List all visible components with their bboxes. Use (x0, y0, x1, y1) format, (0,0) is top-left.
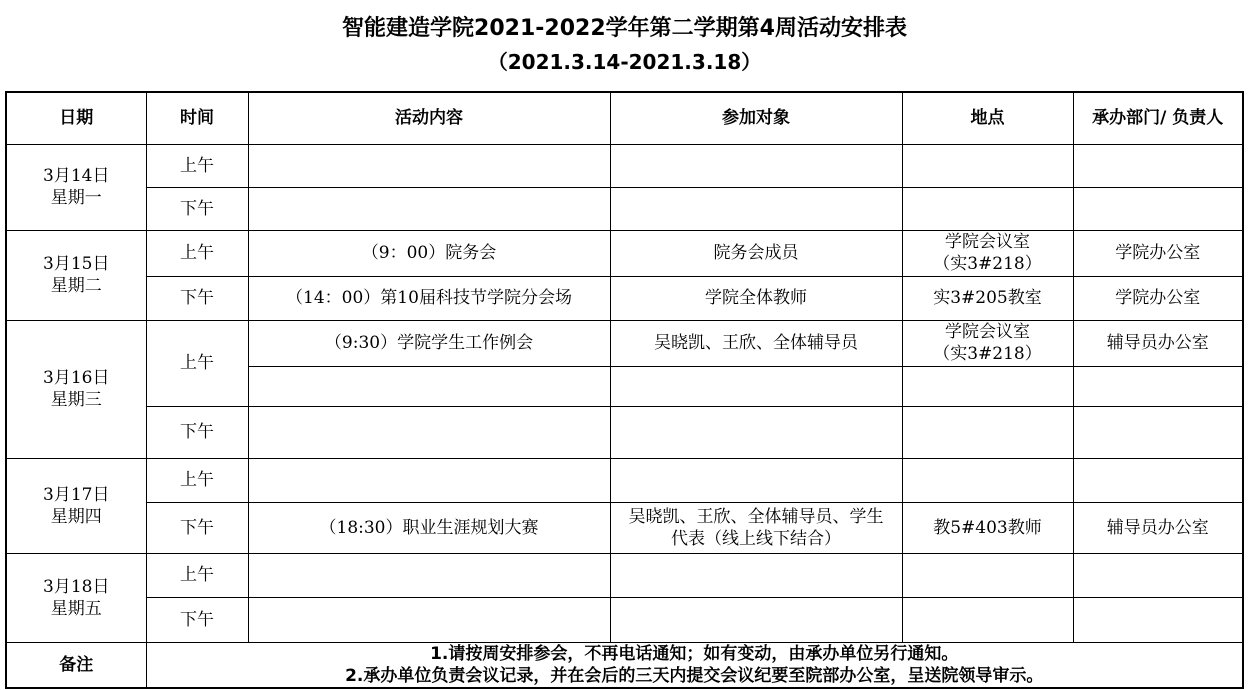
weekday-text: 星期一 (50, 188, 102, 208)
table-row (6, 406, 1243, 458)
table-row (6, 597, 1243, 642)
time-cell: 上午 (146, 230, 248, 276)
date-text: 3月17日 (43, 484, 110, 505)
dept-cell (1073, 458, 1243, 502)
location-cell (902, 458, 1073, 502)
notes-text (146, 642, 1243, 688)
location-line: （实3#218） (933, 344, 1042, 364)
date-text: 3月16日 (43, 368, 110, 388)
page-title: 智能建造学院2021-2022学年第二学期第4周活动安排表 (342, 16, 907, 41)
content-cell (248, 144, 610, 187)
table-row (6, 144, 1243, 187)
table-row (6, 187, 1243, 230)
date-cell (6, 320, 146, 458)
location-line: 学院会议室 (945, 322, 1030, 342)
location-cell (902, 597, 1073, 642)
content-cell (248, 458, 610, 502)
time-cell: 下午 (146, 502, 248, 553)
participants-line: 吴晓凯、王欣、全体辅导员、学生 (628, 506, 884, 527)
content-cell (248, 366, 610, 406)
header-date: 日期 (6, 92, 146, 144)
participants-cell (610, 458, 902, 502)
participants-cell (610, 366, 902, 406)
content-cell (248, 597, 610, 642)
content-cell: （18:30）职业生涯规划大赛 (248, 502, 610, 553)
time-cell: 下午 (146, 597, 248, 642)
header-time: 时间 (146, 92, 248, 144)
time-cell: 上午 (146, 144, 248, 187)
time-cell: 下午 (146, 276, 248, 320)
location-cell (902, 366, 1073, 406)
participants-cell: 吴晓凯、王欣、全体辅导员 (610, 320, 902, 366)
location-cell (902, 187, 1073, 230)
location-cell (902, 230, 1073, 276)
dept-cell (1073, 406, 1243, 458)
header-location: 地点 (902, 92, 1073, 144)
time-cell: 下午 (146, 187, 248, 230)
table-row (6, 458, 1243, 502)
location-cell (902, 320, 1073, 366)
notes-label: 备注 (6, 642, 146, 688)
date-cell (6, 553, 146, 642)
time-cell: 上午 (146, 458, 248, 502)
dept-cell: 辅导员办公室 (1073, 320, 1243, 366)
dept-cell (1073, 366, 1243, 406)
weekday-text: 星期五 (50, 598, 102, 619)
time-cell: 上午 (146, 320, 248, 406)
table-row (6, 553, 1243, 597)
weekday-text: 星期三 (50, 390, 102, 410)
location-cell: 教5#403教师 (902, 502, 1073, 553)
content-cell (248, 553, 610, 597)
content-cell: （9：00）院务会 (248, 230, 610, 276)
table-row (6, 276, 1243, 320)
dept-cell (1073, 597, 1243, 642)
dept-cell: 辅导员办公室 (1073, 502, 1243, 553)
content-cell: （9:30）学院学生工作例会 (248, 320, 610, 366)
weekday-text: 星期二 (50, 276, 102, 296)
note-line: 1.请按周安排参会，不再电话通知；如有变动，由承办单位另行通知。 (430, 643, 959, 664)
header-row (6, 92, 1243, 144)
note-line: 2.承办单位负责会议记录，并在会后的三天内提交会议纪要至院部办公室，呈送院领导审示。 (345, 665, 1044, 686)
participants-cell (610, 597, 902, 642)
header-content: 活动内容 (248, 92, 610, 144)
schedule-table (5, 91, 1244, 689)
weekday-text: 星期四 (50, 506, 102, 527)
header-participants: 参加对象 (610, 92, 902, 144)
dept-cell: 学院办公室 (1073, 230, 1243, 276)
dept-cell (1073, 553, 1243, 597)
content-cell (248, 406, 610, 458)
participants-line: 代表（线上线下结合） (671, 528, 841, 549)
participants-cell (610, 406, 902, 458)
date-cell (6, 230, 146, 320)
date-text: 3月18日 (43, 576, 110, 597)
dept-cell (1073, 144, 1243, 187)
participants-cell (610, 144, 902, 187)
participants-cell: 院务会成员 (610, 230, 902, 276)
table-row (6, 320, 1243, 366)
participants-cell (610, 187, 902, 230)
participants-cell (610, 502, 902, 553)
notes-row (6, 642, 1243, 688)
participants-cell: 学院全体教师 (610, 276, 902, 320)
location-line: 学院会议室 (945, 232, 1030, 252)
location-cell (902, 553, 1073, 597)
date-text: 3月14日 (43, 166, 110, 186)
location-cell: 实3#205教室 (902, 276, 1073, 320)
dept-cell (1073, 187, 1243, 230)
date-cell (6, 144, 146, 230)
time-cell: 下午 (146, 406, 248, 458)
participants-cell (610, 553, 902, 597)
location-line: （实3#218） (933, 254, 1042, 274)
table-row (6, 502, 1243, 553)
header-dept: 承办部门/ 负责人 (1073, 92, 1243, 144)
content-cell: （14：00）第10届科技节学院分会场 (248, 276, 610, 320)
location-cell (902, 144, 1073, 187)
table-row (6, 230, 1243, 276)
dept-cell: 学院办公室 (1073, 276, 1243, 320)
content-cell (248, 187, 610, 230)
location-cell (902, 406, 1073, 458)
date-text: 3月15日 (43, 254, 110, 274)
time-cell: 上午 (146, 553, 248, 597)
date-cell (6, 458, 146, 553)
page-subtitle: （2021.3.14-2021.3.18） (487, 50, 762, 74)
